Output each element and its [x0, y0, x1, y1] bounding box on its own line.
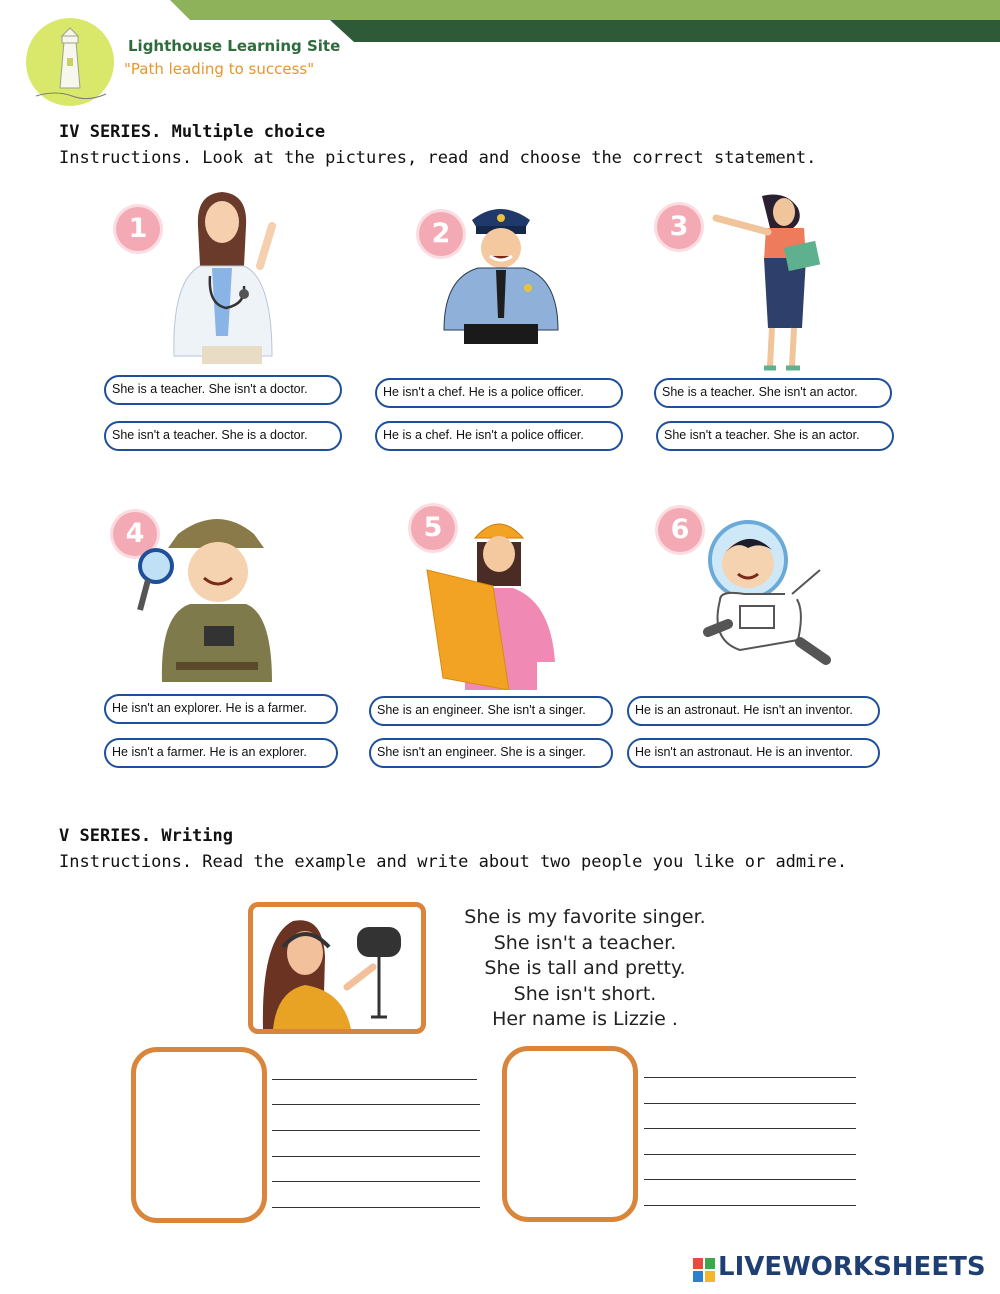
q2-option-b[interactable]: He is a chef. He isn't a police officer.: [375, 421, 623, 451]
example-line-2: She isn't a teacher.: [493, 931, 677, 954]
q5-option-b[interactable]: She isn't an engineer. She is a singer.: [369, 738, 613, 768]
q4-option-b[interactable]: He isn't a farmer. He is an explorer.: [104, 738, 338, 768]
astronaut-illustration: [700, 520, 850, 670]
question-number-6: 6: [658, 508, 702, 552]
writing-line[interactable]: [272, 1079, 477, 1080]
header-band-light: [170, 0, 1000, 20]
doctor-woman-illustration: [160, 186, 285, 366]
writing-line[interactable]: [644, 1205, 856, 1206]
writing-line[interactable]: [644, 1154, 856, 1155]
explorer-illustration: [132, 506, 277, 686]
drawing-frame-1[interactable]: [131, 1047, 267, 1223]
singer-illustration: [253, 907, 421, 1029]
writing-line[interactable]: [644, 1103, 856, 1104]
q4-option-a[interactable]: He isn't an explorer. He is a farmer.: [104, 694, 338, 724]
drawing-frame-2[interactable]: [502, 1046, 638, 1222]
liveworksheets-badge-icon: [693, 1258, 715, 1282]
writing-line[interactable]: [272, 1156, 480, 1157]
site-tagline: "Path leading to success": [124, 60, 315, 78]
example-line-4: She isn't short.: [513, 982, 657, 1005]
section-v-title: V SERIES. Writing: [59, 826, 233, 846]
section-iv-instructions: Instructions. Look at the pictures, read and choose the correct statement.: [59, 148, 817, 168]
example-line-5: Her name is Lizzie .: [492, 1008, 678, 1030]
example-text-block: [440, 905, 730, 1033]
liveworksheets-brand: LIVEWORKSHEETS: [718, 1252, 986, 1282]
q3-option-a[interactable]: She is a teacher. She isn't an actor.: [654, 378, 892, 408]
section-v-instructions: Instructions. Read the example and write about two people you like or admire.: [59, 852, 848, 872]
q1-option-b[interactable]: She isn't a teacher. She is a doctor.: [104, 421, 342, 451]
example-line-3: She is tall and pretty.: [484, 957, 686, 979]
q3-option-b[interactable]: She isn't a teacher. She is an actor.: [656, 421, 894, 451]
writing-line[interactable]: [272, 1181, 480, 1182]
section-iv-title: IV SERIES. Multiple choice: [59, 122, 326, 142]
question-number-3: 3: [657, 205, 701, 249]
teacher-woman-illustration: [712, 188, 827, 374]
q1-option-a[interactable]: She is a teacher. She isn't a doctor.: [104, 375, 342, 405]
writing-line[interactable]: [644, 1077, 856, 1078]
header-band-dark: [330, 20, 1000, 42]
writing-line[interactable]: [272, 1207, 480, 1208]
lighthouse-icon: [26, 18, 114, 106]
writing-line[interactable]: [644, 1128, 856, 1129]
question-number-1: 1: [116, 207, 160, 251]
question-number-5: 5: [411, 506, 455, 550]
q6-option-a[interactable]: He is an astronaut. He isn't an inventor.: [627, 696, 880, 726]
example-singer-frame: [248, 902, 426, 1034]
q2-option-a[interactable]: He isn't a chef. He is a police officer.: [375, 378, 623, 408]
writing-line[interactable]: [272, 1130, 480, 1131]
writing-line[interactable]: [644, 1179, 856, 1180]
police-officer-illustration: [438, 200, 563, 345]
lighthouse-logo: [26, 18, 114, 106]
site-name: Lighthouse Learning Site: [128, 37, 341, 55]
question-number-4: 4: [113, 512, 157, 556]
writing-line[interactable]: [272, 1104, 480, 1105]
question-number-2: 2: [419, 212, 463, 256]
engineer-woman-illustration: [425, 512, 560, 690]
example-line-1: She is my favorite singer.: [464, 906, 706, 928]
q6-option-b[interactable]: He isn't an astronaut. He is an inventor.: [627, 738, 880, 768]
q5-option-a[interactable]: She is an engineer. She isn't a singer.: [369, 696, 613, 726]
